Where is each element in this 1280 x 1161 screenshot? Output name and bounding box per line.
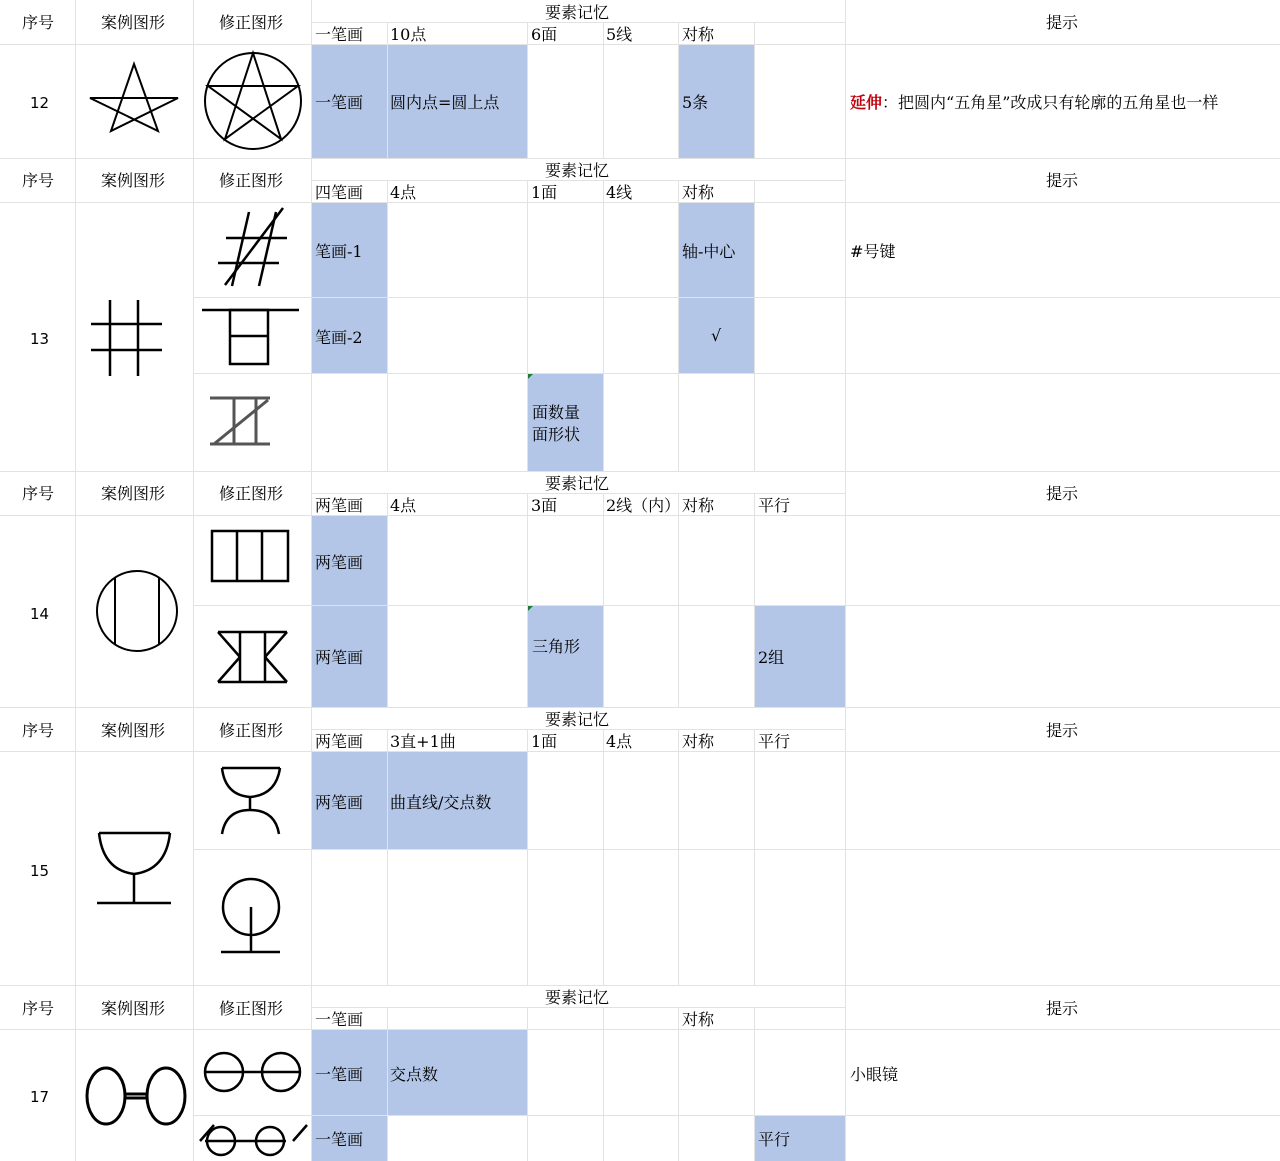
header-seq: 序号 [22,13,55,32]
sub-header: 10点 [390,25,427,44]
circle-bars-figure [97,571,177,651]
sub-header: 两笔画 [315,496,364,515]
sub-header: 4点 [606,732,633,751]
header-elements: 要素记忆 [545,161,610,180]
cell-text: 面数量 [532,403,581,422]
sub-header: 1面 [531,732,558,751]
glasses-parallel-figure [200,1125,307,1155]
header-hint: 提示 [1046,171,1079,190]
sub-header: 4线 [606,183,633,202]
cell-text: 2组 [758,648,785,667]
circle-stand-figure [221,879,280,952]
cell-text: 两笔画 [315,793,364,812]
glasses-figure [204,1053,301,1091]
hint-text: #号键 [850,242,896,261]
sub-header: 5线 [606,25,633,44]
sub-header: 一笔画 [315,25,364,44]
header-case-figure: 案例图形 [101,171,166,190]
sub-header: 4点 [390,183,417,202]
header-elements: 要素记忆 [545,474,610,493]
sub-header: 四笔画 [315,183,364,202]
cell-text: 曲直线/交点数 [390,793,492,812]
hint-extend-label: 延伸 [850,93,883,112]
header-seq: 序号 [22,171,55,190]
hourglass-box-figure [218,632,287,682]
hint-text [850,94,1218,112]
header-elements: 要素记忆 [545,3,610,22]
sub-header: 1面 [531,183,558,202]
sub-header: 对称 [682,25,715,44]
header-seq: 序号 [22,999,55,1018]
cell-text: √ [711,326,722,345]
sub-header: 对称 [682,1010,715,1029]
header-case-figure: 案例图形 [101,721,166,740]
cup-arc-figure [222,768,280,834]
header-fixed-figure: 修正图形 [219,171,284,190]
row-number: 15 [30,862,50,880]
sub-header: 对称 [682,183,715,202]
hash-figure [91,300,162,376]
cell-text: 三角形 [532,637,581,656]
hint-text: 小眼镜 [850,1065,899,1084]
hint-extend-text: ：把圆内“五角星”改成只有轮廓的五角星也一样 [882,93,1219,112]
header-case-figure: 案例图形 [101,999,166,1018]
cell-text: 一笔画 [315,93,364,112]
cell-text: 圆内点=圆上点 [390,93,500,112]
sub-header: 平行 [758,732,791,751]
header-hint: 提示 [1046,13,1079,32]
header-seq: 序号 [22,721,55,740]
header-hint: 提示 [1046,999,1079,1018]
cell-text: 两笔画 [315,648,364,667]
t-box-figure [202,310,299,364]
header-elements: 要素记忆 [545,988,610,1007]
header-case-figure: 案例图形 [101,484,166,503]
cell-text: 平行 [758,1130,791,1149]
star-in-circle-figure [205,53,301,149]
hash-slash-figure [218,208,287,286]
row-number: 13 [30,330,50,348]
cell-text: 轴-中心 [682,242,736,261]
header-fixed-figure: 修正图形 [219,13,284,32]
sub-header: 3面 [531,496,558,515]
header-seq: 序号 [22,484,55,503]
sub-header: 2线（内） [606,496,681,515]
sub-header: 6面 [531,25,558,44]
sub-header: 3直+1曲 [390,732,456,751]
cell-text: 一笔画 [315,1130,364,1149]
row-number: 14 [30,605,50,623]
three-box-figure [212,531,288,581]
cell-text: 一笔画 [315,1065,364,1084]
sub-header: 一笔画 [315,1010,364,1029]
cell-text: 5条 [682,93,709,112]
sub-header: 两笔画 [315,732,364,751]
header-hint: 提示 [1046,721,1079,740]
row-number: 17 [30,1088,50,1106]
sub-header: 4点 [390,496,417,515]
cell-text: 交点数 [390,1065,439,1084]
header-fixed-figure: 修正图形 [219,721,284,740]
dumbbell-figure [87,1068,185,1124]
sub-header: 平行 [758,496,791,515]
header-fixed-figure: 修正图形 [219,999,284,1018]
header-hint: 提示 [1046,484,1079,503]
header-fixed-figure: 修正图形 [219,484,284,503]
cell-text: 笔画-2 [315,328,363,347]
star-figure [90,64,178,131]
goblet-figure [97,833,171,903]
z-box-figure [210,398,270,444]
sub-header: 对称 [682,496,715,515]
cell-text: 两笔画 [315,553,364,572]
sub-header: 对称 [682,732,715,751]
header-elements: 要素记忆 [545,710,610,729]
cell-text: 笔画-1 [315,242,363,261]
row-number: 12 [30,94,50,112]
cell-text: 面形状 [532,425,581,444]
header-case-figure: 案例图形 [101,13,166,32]
